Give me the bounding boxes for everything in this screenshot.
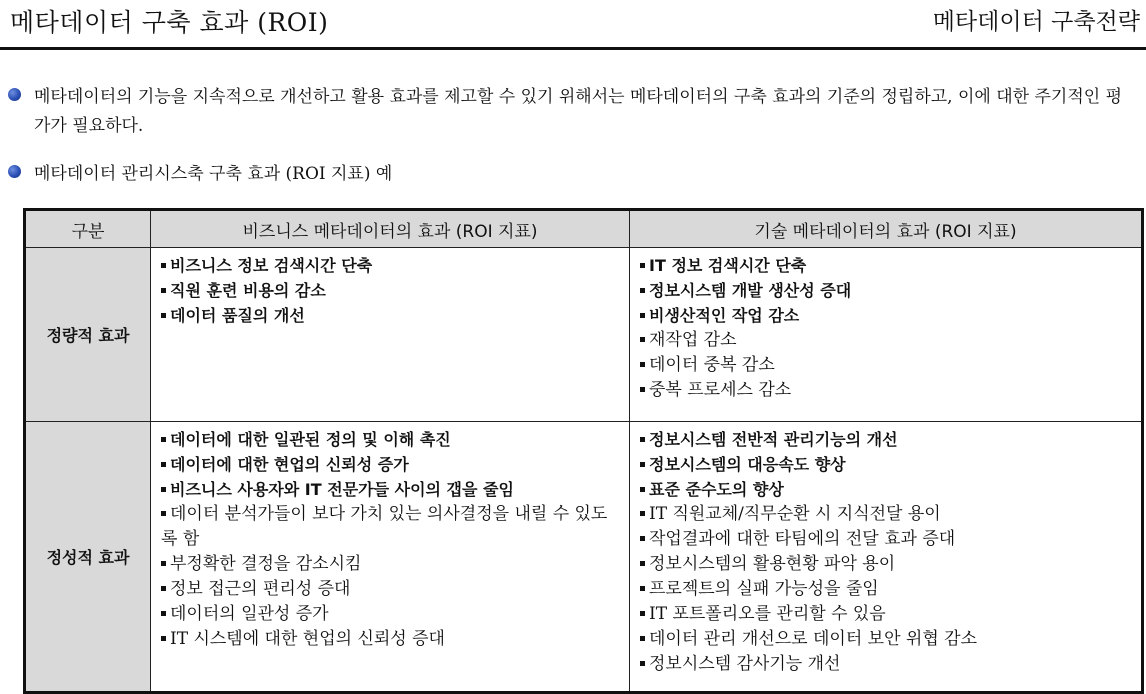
list-item <box>640 502 1133 527</box>
page-title: 메타데이터 구축 효과 (ROI) <box>10 8 329 37</box>
list-item-text: 데이터의 일관성 증가 <box>170 604 329 624</box>
square-bullet-icon <box>640 263 645 268</box>
list-item-text: 데이터 중복 감소 <box>649 355 775 375</box>
qualitative-technical-cell <box>630 422 1143 693</box>
row-label-qualitative: 정성적 효과 <box>25 422 151 693</box>
square-bullet-icon <box>640 536 645 541</box>
table-header-row <box>25 210 1143 248</box>
square-bullet-icon <box>640 636 645 641</box>
quantitative-technical-cell <box>630 248 1143 422</box>
list-item <box>161 577 621 602</box>
list-item <box>640 353 1133 378</box>
square-bullet-icon <box>161 313 166 318</box>
list-item-text: 데이터 관리 개선으로 데이터 보안 위협 감소 <box>649 629 978 649</box>
square-bullet-icon <box>640 586 645 591</box>
list-item-text: IT 포트폴리오를 관리할 수 있음 <box>649 604 886 624</box>
square-bullet-icon <box>640 337 645 342</box>
list-item <box>640 328 1133 353</box>
intro-bullet-1 <box>8 83 1133 141</box>
square-bullet-icon <box>161 263 166 268</box>
list-item-text: 부정확한 결정을 감소시킴 <box>170 554 362 574</box>
list-item-text: IT 직원교체/직무순환 시 지식전달 용이 <box>649 504 941 524</box>
list-item <box>640 253 1133 278</box>
list-item-text: 중복 프로세스 감소 <box>649 380 792 400</box>
list-item-text: 작업결과에 대한 타팀에의 전달 효과 증대 <box>649 529 956 549</box>
header-category: 구분 <box>25 210 151 248</box>
roi-table <box>23 208 1144 694</box>
square-bullet-icon <box>161 511 166 516</box>
row-label-quantitative: 정량적 효과 <box>25 248 151 422</box>
intro-text-1: 메타데이터의 기능을 지속적으로 개선하고 활용 효과를 제고할 수 있기 위해서는 메타데이터의 구축 효과의 기준의 정립하고, 이에 대한 주기적인 평가가 필요하다. <box>34 87 1122 136</box>
list-item-text: 정보시스템의 대응속도 향상 <box>649 455 846 474</box>
list-item-text: 데이터 품질의 개선 <box>170 306 305 325</box>
list-item-text: 비즈니스 정보 검색시간 단축 <box>170 256 373 275</box>
square-bullet-icon <box>640 313 645 318</box>
blue-dot-bullet-icon <box>8 88 21 101</box>
square-bullet-icon <box>640 511 645 516</box>
list-item <box>640 602 1133 627</box>
list-item <box>161 602 621 627</box>
list-item <box>161 278 621 303</box>
list-item <box>161 627 621 652</box>
section-title: 메타데이터 구축전략 <box>932 9 1140 35</box>
square-bullet-icon <box>640 561 645 566</box>
square-bullet-icon <box>161 437 166 442</box>
header-divider <box>0 47 1146 50</box>
square-bullet-icon <box>161 611 166 616</box>
list-item <box>640 552 1133 577</box>
list-item <box>640 577 1133 602</box>
list-item <box>161 502 621 552</box>
square-bullet-icon <box>640 487 645 492</box>
list-item-text: 데이터 분석가들이 보다 가치 있는 의사결정을 내릴 수 있도록 함 <box>161 504 608 549</box>
list-item-text: 표준 준수도의 향상 <box>649 480 784 499</box>
list-item-text: 데이터에 대한 현업의 신뢰성 증가 <box>170 455 409 474</box>
list-item-text: 정보시스템의 활용현황 파악 용이 <box>649 554 896 574</box>
list-item-text: 비생산적인 작업 감소 <box>649 306 800 325</box>
square-bullet-icon <box>640 661 645 666</box>
list-item <box>640 652 1133 677</box>
list-item <box>161 552 621 577</box>
list-item-text: 프로젝트의 실패 가능성을 줄임 <box>649 579 879 599</box>
qualitative-business-cell <box>151 422 630 693</box>
list-item <box>640 303 1133 328</box>
square-bullet-icon <box>640 437 645 442</box>
table-row <box>25 248 1143 422</box>
list-item-text: IT 정보 검색시간 단축 <box>649 256 807 275</box>
list-item <box>640 527 1133 552</box>
list-item-text: 직원 훈련 비용의 감소 <box>170 281 326 300</box>
square-bullet-icon <box>161 462 166 467</box>
list-item <box>640 278 1133 303</box>
list-item-text: 정보시스템 개발 생산성 증대 <box>649 281 852 300</box>
table-row <box>25 422 1143 693</box>
list-item-text: IT 시스템에 대한 현업의 신뢰성 증대 <box>170 629 445 649</box>
list-item <box>640 477 1133 502</box>
list-item-text: 정보 접근의 편리성 증대 <box>170 579 351 599</box>
list-item <box>161 452 621 477</box>
square-bullet-icon <box>640 611 645 616</box>
quantitative-business-cell <box>151 248 630 422</box>
square-bullet-icon <box>161 487 166 492</box>
list-item <box>640 378 1133 403</box>
list-item <box>640 627 1133 652</box>
header-business: 비즈니스 메타데이터의 효과 (ROI 지표) <box>151 210 630 248</box>
list-item <box>640 427 1133 452</box>
list-item <box>161 253 621 278</box>
list-item-text: 정보시스템 전반적 관리기능의 개선 <box>649 430 898 449</box>
list-item <box>161 303 621 328</box>
list-item-text: 데이터에 대한 일관된 정의 및 이해 촉진 <box>170 430 451 449</box>
list-item-text: 재작업 감소 <box>649 330 737 350</box>
list-item-text: 비즈니스 사용자와 IT 전문가들 사이의 갭을 줄임 <box>170 480 514 499</box>
square-bullet-icon <box>640 288 645 293</box>
list-item <box>161 477 621 502</box>
intro-bullet-2 <box>8 160 1008 189</box>
square-bullet-icon <box>161 288 166 293</box>
square-bullet-icon <box>161 561 166 566</box>
list-item-text: 정보시스템 감사기능 개선 <box>649 654 841 674</box>
list-item <box>640 452 1133 477</box>
square-bullet-icon <box>640 362 645 367</box>
square-bullet-icon <box>161 586 166 591</box>
square-bullet-icon <box>640 462 645 467</box>
square-bullet-icon <box>161 636 166 641</box>
header-technical: 기술 메타데이터의 효과 (ROI 지표) <box>630 210 1143 248</box>
list-item <box>161 427 621 452</box>
square-bullet-icon <box>640 387 645 392</box>
intro-text-2: 메타데이터 관리시스축 구축 효과 (ROI 지표) 예 <box>34 164 393 184</box>
blue-dot-bullet-icon <box>8 165 21 178</box>
